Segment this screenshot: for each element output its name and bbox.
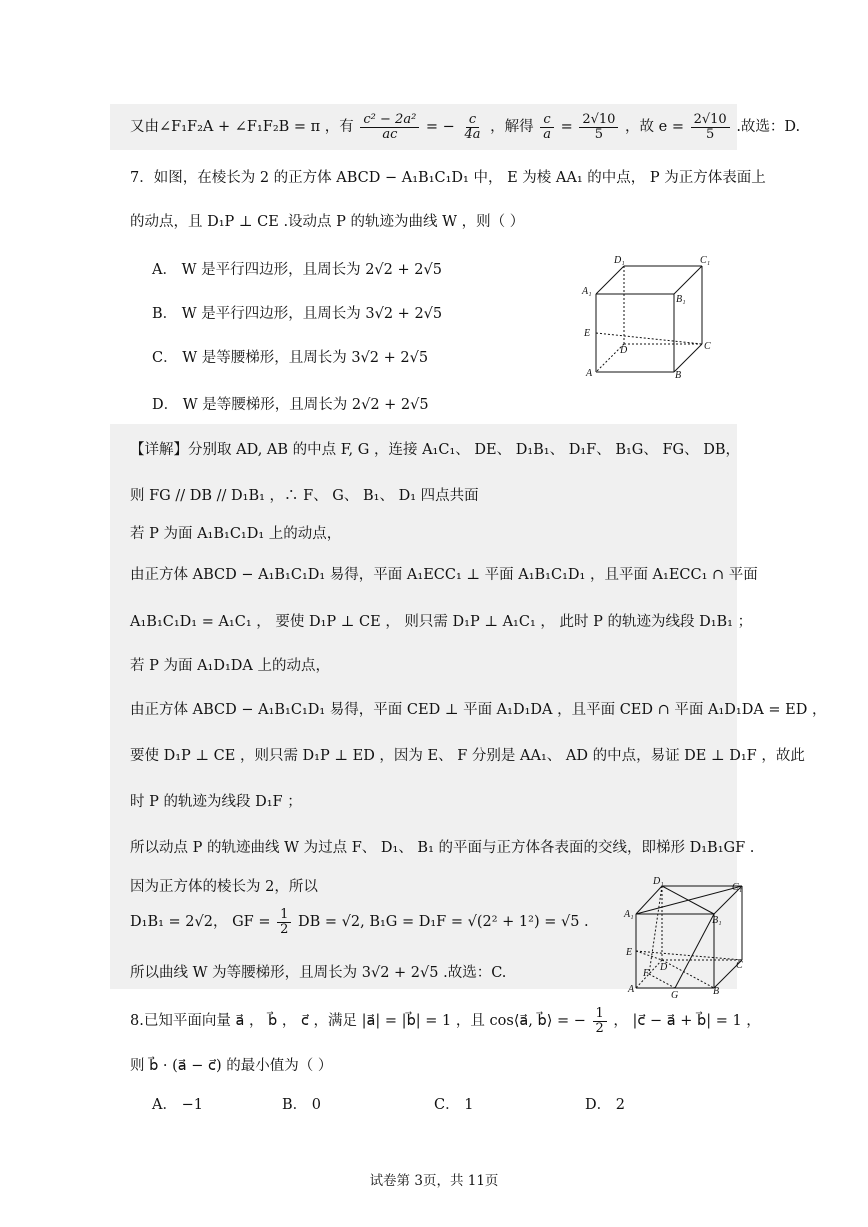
q8-option-d[interactable]: D． 2 [585,1097,625,1113]
label-C1: C₁ [732,882,743,893]
q7-option-b[interactable]: B． W 是平行四边形，且周长为 3√2 + 2√5 [152,306,443,322]
prev-answer-line: 又由∠F₁F₂A + ∠F₁F₂B = π ，有 $\frac{\text{c² − 2a²}}{ac}$ = − $\frac{c}{4a}$ ，解得 $\frac{c}{a}$ = $\frac{2√10}{5}$ ，故 e = $\frac{2√10}{5}$ .故选：D. [130,112,801,142]
q7-option-c[interactable]: C． W 是等腰梯形，且周长为 3√2 + 2√5 [152,350,429,366]
label-A: A [586,368,593,379]
q7-stem-line1: 7．如图，在棱长为 2 的正方体 ABCD − A₁B₁C₁D₁ 中， E 为棱 AA₁ 的中点， P 为正方体表面上 [130,170,766,186]
q7-option-a[interactable]: A． W 是平行四边形，且周长为 2√2 + 2√5 [152,262,442,278]
label-B: B [713,986,720,997]
prev-lead: 又由∠F₁F₂A + ∠F₁F₂B = π ，有 [130,119,354,136]
label-B: B [675,370,682,381]
q8-option-c[interactable]: C． 1 [434,1097,474,1113]
sol7-line1: 【详解】分别取 AD, AB 的中点 F, G ，连接 A₁C₁、 DE、 D₁B₁、 D₁F、 B₁G、 FG、 DB， [130,442,741,458]
label-G: G [671,990,679,1001]
q8-option-a[interactable]: A． −1 [152,1097,203,1113]
sol7-line2: 则 FG // DB // D₁B₁ ，∴ F、 G、 B₁、 D₁ 四点共面 [130,488,479,504]
label-C: C [704,341,711,352]
diagonal-D1B1 [662,886,714,914]
sol7-line11: 因为正方体的棱长为 2，所以 [130,879,318,895]
segment-EC [636,951,742,960]
label-E: E [626,947,633,958]
frac-e: $\frac{2√10}{5}$ [691,113,730,141]
label-F: F [643,968,650,979]
label-D1: D₁ [614,255,625,266]
q8-stem-line2: 则 b⃗ · (a⃗ − c⃗) 的最小值为（ ） [130,1058,333,1074]
q8-stem-line1: 8.已知平面向量 a⃗ ， b⃗ ， c⃗ ，满足 |a⃗| = |b⃗| = 1 ，且 cos⟨a⃗, b⃗⟩ = − $\frac{1}{2}$ ， |c⃗ − a⃗ + b⃗| = 1 ， [130,1006,761,1036]
label-E: E [584,328,591,339]
sol7-line3: 若 P 为面 A₁B₁C₁D₁ 上的动点， [130,526,342,542]
sol7-line10: 所以动点 P 的轨迹曲线 W 为过点 F、 D₁、 B₁ 的平面与正方体各表面的交线，即梯形 D₁B₁GF . [130,840,755,856]
q8-option-b[interactable]: B． 0 [282,1097,321,1113]
frac-ca: $\frac{c}{a}$ [540,113,554,141]
sol7-line6: 若 P 为面 A₁D₁DA 上的动点， [130,658,331,674]
edge [596,266,624,294]
q7-option-d[interactable]: D． W 是等腰梯形，且周长为 2√2 + 2√5 [152,397,429,413]
cube-figure [578,252,718,382]
label-D: D [660,962,668,973]
sol7-line9: 时 P 的轨迹为线段 D₁F ； [130,794,302,810]
frac-eq1-right: $\frac{c}{4a}$ [464,112,481,142]
frac-value: $\frac{2√10}{5}$ [579,113,618,141]
sol7-line7: 由正方体 ABCD − A₁B₁C₁D₁ 易得，平面 CED ⊥ 平面 A₁D₁DA ，且平面 CED ∩ 平面 A₁D₁DA = ED ， [130,702,827,718]
frac-cos: $\frac{1}{2}$ [593,1007,607,1035]
label-C1: C₁ [700,255,711,266]
sol7-line8: 要使 D₁P ⊥ CE ，则只需 D₁P ⊥ ED ，因为 E、 F 分别是 AA₁、 AD 的中点，易证 DE ⊥ D₁F ，故此 [130,748,805,764]
hidden-edge [596,333,702,344]
q7-stem-line2: 的动点，且 D₁P ⊥ CE .设动点 P 的轨迹为曲线 W ，则（ ） [130,214,525,230]
label-A: A [628,984,635,995]
edge [674,266,702,294]
segment-FG [649,974,675,988]
label-A1: A₁ [624,909,634,920]
sol7-line13: 所以曲线 W 为等腰梯形，且周长为 3√2 + 2√5 .故选：C. [130,965,507,981]
edge [674,344,702,372]
label-D: D [620,345,628,356]
label-B1: B₁ [712,915,722,926]
segment-B1G [675,914,714,988]
sol7-line12: D₁B₁ = 2√2， GF = $\frac{1}{2}$ DB = √2, B₁G = D₁F = √(2² + 1²) = √5 . [130,907,589,937]
label-B1: B₁ [676,294,686,305]
frac-eq1: $\frac{\text{c² − 2a²}}{ac}$ [360,113,419,141]
label-A1: A₁ [582,286,592,297]
cube-trapezoid-figure [620,874,758,1004]
sol7-line4: 由正方体 ABCD − A₁B₁C₁D₁ 易得，平面 A₁ECC₁ ⊥ 平面 A₁B₁C₁D₁ ，且平面 A₁ECC₁ ∩ 平面 [130,567,758,583]
label-D1: D₁ [653,876,664,887]
label-C: C [736,960,743,971]
page-footer: 试卷第 3页，共 11页 [369,1173,499,1189]
segment-D1F [649,886,662,974]
sol7-line5: A₁B₁C₁D₁ = A₁C₁ ， 要使 D₁P ⊥ CE ， 则只需 D₁P ⊥ A₁C₁ ， 此时 P 的轨迹为线段 D₁B₁ ； [130,614,753,630]
frac-half: $\frac{1}{2}$ [277,908,291,936]
